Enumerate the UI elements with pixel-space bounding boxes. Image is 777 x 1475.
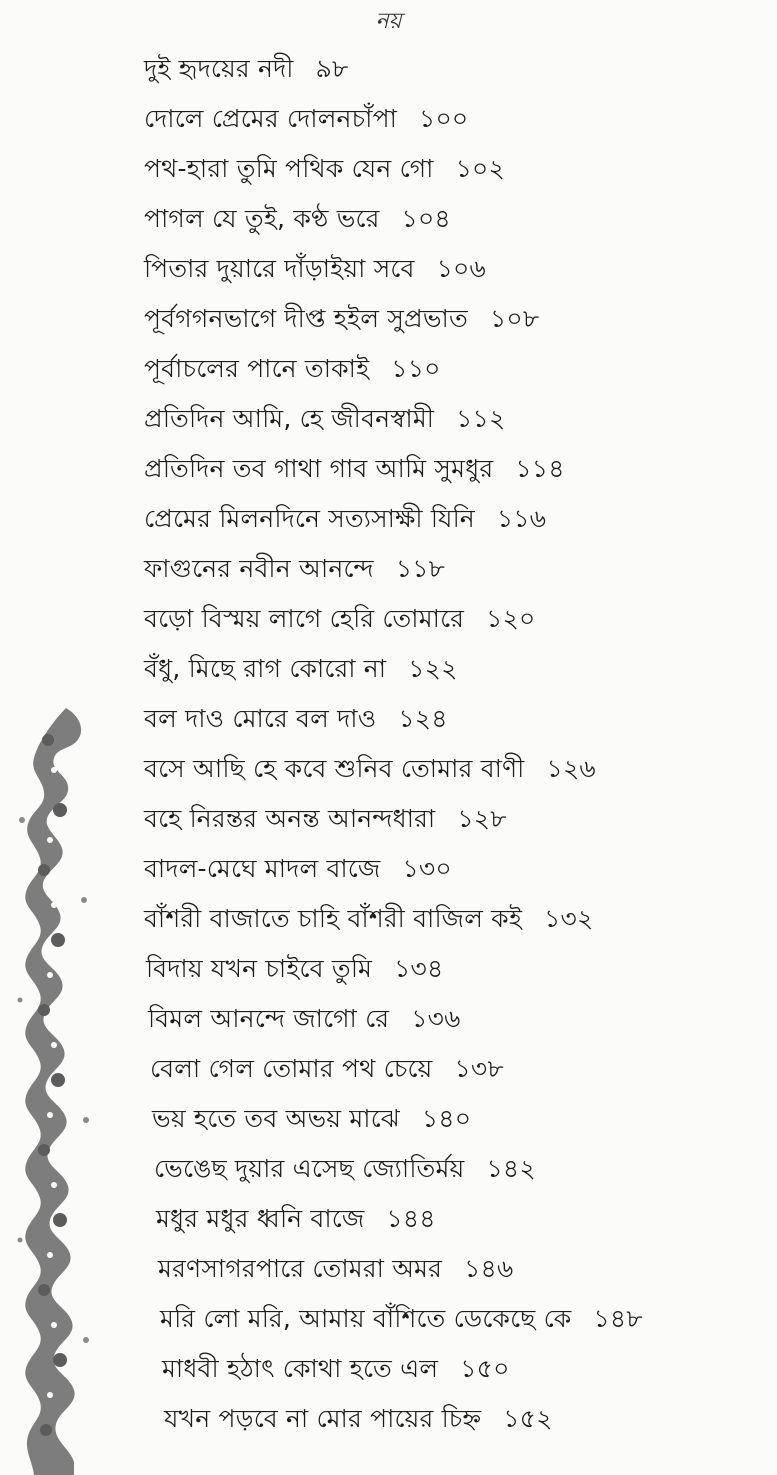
- toc-entry-page: ১৫২: [503, 1404, 553, 1433]
- toc-entry-title: দোলে প্রেমের দোলনচাঁপা: [144, 104, 398, 133]
- toc-entry: [160, 1302, 643, 1336]
- toc-entry-title: বাঁশরী বাজাতে চাহি বাঁশরী বাজিল কই: [144, 904, 523, 933]
- toc-entry-page: ১০২: [455, 154, 505, 183]
- toc-entry: [144, 452, 565, 486]
- toc-entry: [144, 252, 486, 286]
- toc-entry: [144, 202, 451, 236]
- decorative-border-ornament-icon: [14, 700, 94, 1475]
- toc-entry: [144, 902, 593, 936]
- toc-entry-page: ১৩৪: [394, 954, 444, 983]
- toc-entry-page: ১০৬: [436, 254, 486, 283]
- toc-entry-page: ১৪৬: [464, 1254, 514, 1283]
- toc-entry-page: ১৩৮: [454, 1054, 504, 1083]
- toc-entry-title: বাদল-মেঘে মাদল বাজে: [144, 854, 381, 883]
- toc-entry: [146, 952, 443, 986]
- toc-entry-page: ১০০: [419, 104, 469, 133]
- toc-entry-title: বল দাও মোরে বল দাও: [144, 704, 377, 733]
- toc-entry-page: ১২৬: [546, 754, 596, 783]
- toc-entry: [148, 1002, 461, 1036]
- toc-entry-title: পথ-হারা তুমি পথিক যেন গো: [144, 154, 434, 183]
- toc-entry-page: ১৪০: [421, 1104, 472, 1133]
- toc-entry: [144, 552, 445, 586]
- page-number: নয়: [375, 9, 402, 34]
- toc-entry: [144, 602, 535, 636]
- toc-entry: [144, 852, 452, 886]
- toc-entry-title: ফাগুনের নবীন আনন্দে: [144, 554, 374, 583]
- toc-entry-title: প্রতিদিন আমি, হে জীবনস্বামী: [144, 404, 435, 433]
- toc-entry-title: মরি লো মরি, আমায় বাঁশিতে ডেকেছে কে: [160, 1304, 572, 1333]
- toc-entry-page: ১১০: [391, 354, 441, 383]
- toc-entry-page: ১৪২: [486, 1154, 536, 1183]
- toc-entry: [144, 52, 348, 86]
- toc-entry: [164, 1402, 553, 1436]
- toc-entry-page: ১২০: [486, 604, 536, 633]
- toc-entry-title: বঁধু, মিছে রাগ কোরো না: [144, 654, 387, 683]
- toc-entry-title: প্রতিদিন তব গাথা গাব আমি সুমধুর: [144, 454, 494, 483]
- toc-entry: [156, 1202, 436, 1236]
- toc-entry-title: মাধবী হঠাৎ কোথা হতে এল: [162, 1354, 439, 1383]
- toc-entry-title: বিমল আনন্দে জাগো রে: [148, 1004, 390, 1033]
- toc-entry: [144, 752, 596, 786]
- toc-entry-page: ১৩০: [402, 854, 452, 883]
- toc-entry-page: ১০৪: [401, 204, 451, 233]
- toc-entry-title: বেলা গেল তোমার পথ চেয়ে: [150, 1054, 433, 1083]
- toc-entry: [144, 352, 441, 386]
- toc-entry: [144, 402, 505, 436]
- toc-entry-page: ১১৪: [515, 454, 565, 483]
- toc-entry-page: ১৩৬: [411, 1004, 461, 1033]
- toc-entry: [144, 152, 505, 186]
- toc-entry-title: বহে নিরন্তর অনন্ত আনন্দধারা: [144, 804, 436, 833]
- toc-entry-page: ১১৮: [395, 554, 446, 583]
- toc-entry-title: প্রেমের মিলনদিনে সত্যসাক্ষী যিনি: [144, 504, 475, 533]
- toc-entry-title: দুই হৃদয়ের নদী: [144, 54, 294, 83]
- toc-entry-page: ১৪৪: [386, 1204, 436, 1233]
- toc-entry-page: ১২২: [408, 654, 458, 683]
- toc-entry-title: পূর্বাচলের পানে তাকাই: [144, 354, 370, 383]
- toc-entry-page: ১২৮: [457, 804, 507, 833]
- toc-entry-page: ১১২: [456, 404, 506, 433]
- toc-entry-title: পাগল যে তুই, কণ্ঠ ভরে: [144, 204, 380, 233]
- toc-entry-title: ভেঙেছ দুয়ার এসেছ জ্যোতির্ময়: [154, 1154, 465, 1183]
- toc-entry: [152, 1102, 471, 1136]
- toc-entry-title: বসে আছি হে কবে শুনিব তোমার বাণী: [144, 754, 525, 783]
- toc-entry-page: ১৫০: [460, 1354, 510, 1383]
- toc-entry-title: বিদায় যখন চাইবে তুমি: [146, 954, 373, 983]
- toc-entry-page: ১৩২: [544, 904, 594, 933]
- toc-entry: [144, 702, 448, 736]
- toc-entry: [144, 802, 507, 836]
- toc-entry-title: পূর্বগগনভাগে দীপ্ত হইল সুপ্রভাত: [144, 304, 468, 333]
- toc-entry-page: ১২৪: [398, 704, 448, 733]
- toc-entry-page: ১০৮: [489, 304, 540, 333]
- toc-entry-title: যখন পড়বে না মোর পায়ের চিহ্ন: [164, 1404, 482, 1433]
- toc-entry-title: বড়ো বিস্ময় লাগে হেরি তোমারে: [144, 604, 465, 633]
- toc-entry-title: পিতার দুয়ারে দাঁড়াইয়া সবে: [144, 254, 415, 283]
- toc-entry: [144, 652, 458, 686]
- toc-entry: [144, 302, 539, 336]
- toc-entry: [154, 1152, 536, 1186]
- toc-entry: [144, 102, 468, 136]
- toc-entry-page: ১৪৮: [593, 1304, 643, 1333]
- toc-entry-page: ১১৬: [496, 504, 547, 533]
- toc-entry: [162, 1352, 510, 1386]
- toc-entry-page: ৯৮: [315, 54, 349, 83]
- toc-entry-title: মরণসাগরপারে তোমরা অমর: [158, 1254, 443, 1283]
- toc-entry: [144, 502, 546, 536]
- toc-entry-title: ভয় হতে তব অভয় মাঝে: [152, 1104, 400, 1133]
- toc-entry: [150, 1052, 504, 1086]
- toc-entry-title: মধুর মধুর ধ্বনি বাজে: [156, 1204, 365, 1233]
- toc-entry: [158, 1252, 513, 1286]
